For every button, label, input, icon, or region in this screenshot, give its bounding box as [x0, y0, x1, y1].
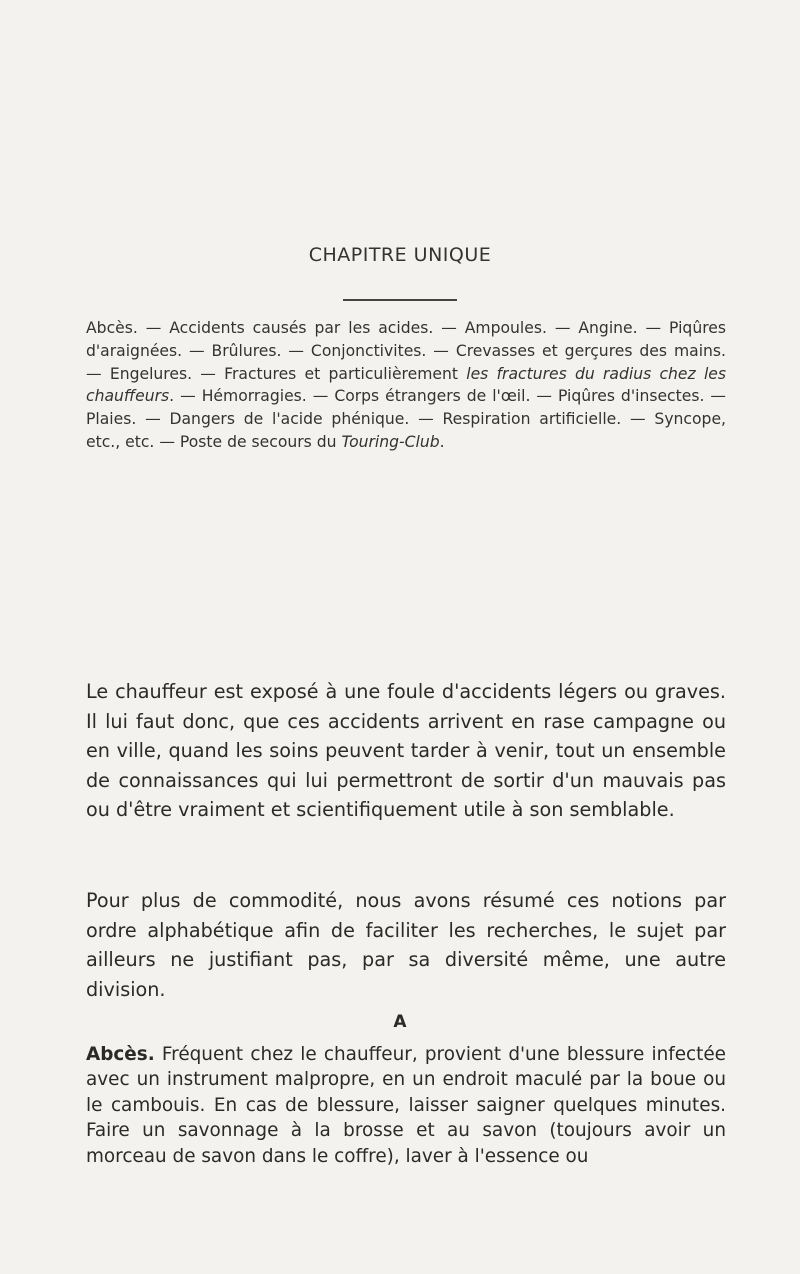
summary-text-1: Abcès. — Accidents causés par les acides. — Ampoules. — Angine. — Piqûres d'araignées. — Brûlures. — Conjonctivites. — Crevasses et gerçures des mains. — Engelures. — Fractures et particulièrement	[86, 319, 726, 383]
title-divider	[343, 299, 457, 301]
entry-term: Abcès.	[86, 1044, 155, 1065]
summary-text-3: .	[439, 432, 445, 451]
chapter-title: CHAPITRE UNIQUE	[308, 244, 492, 266]
paragraph-intro: Le chauffeur est exposé à une foule d'accidents légers ou graves. Il lui faut donc, que ces accidents arrivent en rase campagne ou en ville, quand les soins peuvent tarder à venir, tout un ensemble de connaissances qui lui permettront de sortir d'un mauvais pas ou d'être vraiment et scientifiquement utile à son semblable.	[86, 680, 726, 822]
section-letter-heading: A	[393, 1012, 407, 1032]
paragraph-method: Pour plus de commodité, nous avons résumé ces notions par ordre alphabétique afin de faciliter les recherches, le sujet par ailleurs ne justifiant pas, par sa diversité même, une autre division.	[86, 889, 726, 1001]
dictionary-entry	[86, 1042, 726, 1169]
summary-italic-1: les fractures du radius chez les chauffeurs	[86, 364, 727, 406]
summary-italic-2: Touring-Club	[341, 432, 440, 451]
entry-text: Fréquent chez le chauffeur, provient d'une blessure infectée avec un instrument malpropre, en un endroit maculé par la boue ou le cambouis. En cas de blessure, laisser saigner quelques minutes. Faire un savonnage à la brosse et au savon (toujours avoir un morceau de savon dans le coffre), laver à l'essence ou	[86, 1044, 726, 1167]
chapter-summary	[86, 317, 726, 454]
summary-text-2: . — Hémorragies. — Corps étrangers de l'œil. — Piqûres d'insectes. — Plaies. — Dangers de l'acide phénique. — Respiration artificielle. — Syncope, etc., etc. — Poste de secours du	[86, 387, 726, 451]
